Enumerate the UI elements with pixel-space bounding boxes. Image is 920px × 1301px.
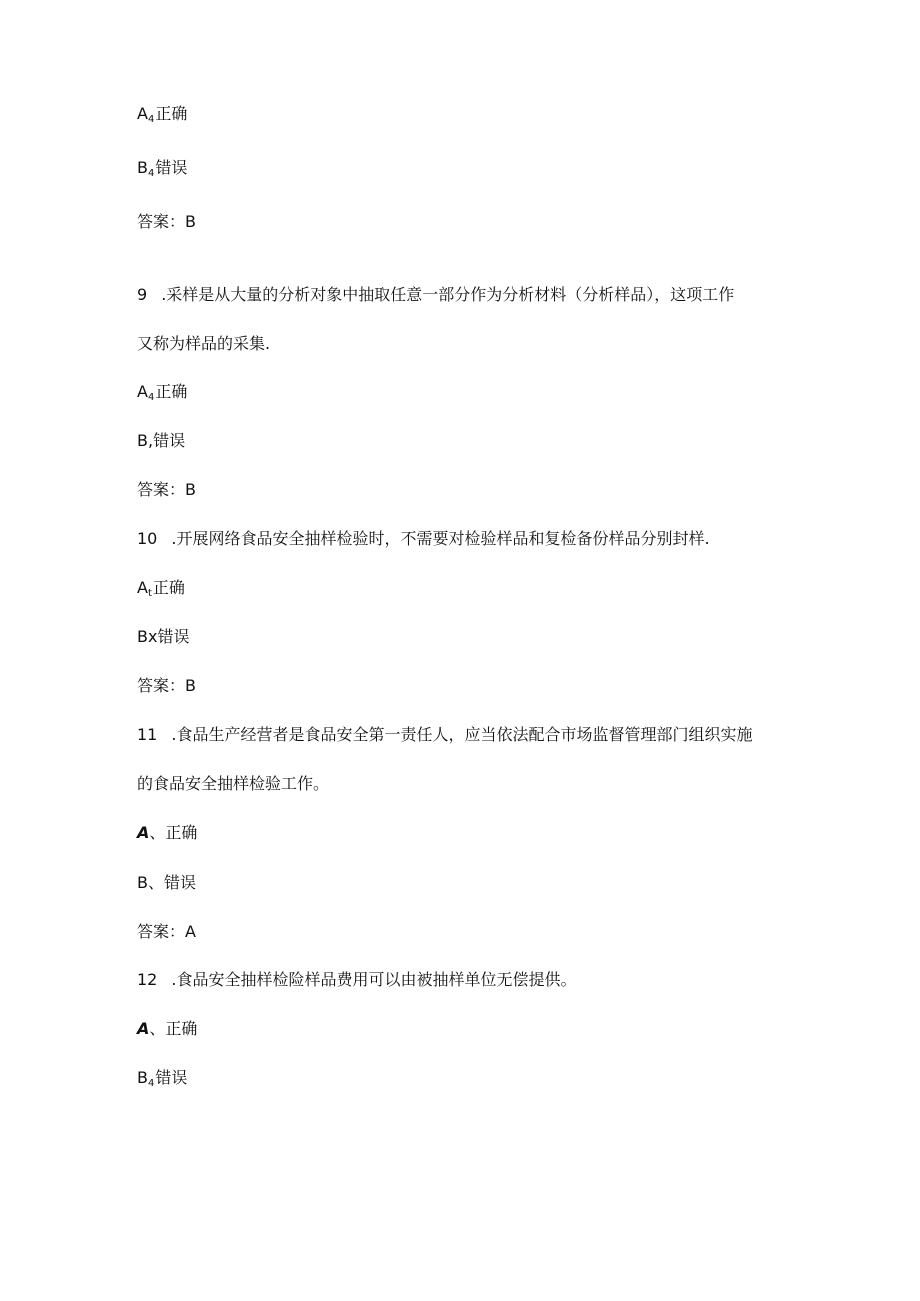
- question-number: 12: [137, 970, 158, 989]
- continuation-text: 又称为样品的采集.: [137, 334, 271, 353]
- option-letter: A: [137, 382, 148, 401]
- option-marker: x: [147, 627, 158, 646]
- option-letter: A: [137, 823, 150, 842]
- option-letter: A: [137, 104, 148, 123]
- option-text: 错误: [164, 873, 197, 892]
- option-b: [137, 627, 189, 647]
- option-marker: 4: [147, 168, 155, 179]
- option-text: 正确: [165, 823, 198, 842]
- option-letter: B: [137, 627, 148, 646]
- option-marker: 、: [149, 823, 166, 842]
- question-9: [137, 285, 734, 305]
- option-text: 正确: [152, 578, 185, 597]
- option-marker: 、: [149, 1019, 166, 1038]
- option-a: [137, 382, 187, 402]
- answer-line: [137, 212, 196, 232]
- question-continuation: [137, 774, 329, 794]
- question-text: .食品安全抽样检险样品费用可以由被抽样单位无偿提供。: [171, 970, 577, 989]
- question-11: [137, 725, 752, 745]
- question-number: 11: [137, 725, 158, 744]
- option-letter: B: [137, 158, 148, 177]
- answer-text: 答案：B: [137, 212, 196, 231]
- option-b: [137, 1068, 187, 1088]
- option-text: 正确: [155, 382, 188, 401]
- question-number: 10: [137, 529, 158, 548]
- option-b: [137, 873, 196, 893]
- option-marker: 4: [147, 392, 155, 403]
- option-a: [137, 578, 185, 598]
- option-marker: 4: [147, 1078, 155, 1089]
- option-marker: 、: [147, 873, 164, 892]
- question-continuation: [137, 334, 270, 354]
- option-b: [137, 158, 187, 178]
- option-text: 错误: [153, 431, 186, 450]
- question-10: [137, 529, 710, 549]
- option-text: 错误: [155, 158, 188, 177]
- question-text: .采样是从大量的分析对象中抽取任意一部分作为分析材料（分析样品），这项工作: [161, 285, 735, 304]
- option-text: 正确: [165, 1019, 198, 1038]
- continuation-text: 的食品安全抽样检验工作。: [137, 774, 330, 793]
- answer-text: 答案：A: [137, 922, 196, 941]
- option-letter: A: [137, 1019, 150, 1038]
- answer-text: 答案：B: [137, 676, 196, 695]
- option-text: 正确: [155, 104, 188, 123]
- answer-line: [137, 922, 196, 942]
- option-marker: ,: [147, 431, 154, 450]
- option-a: [137, 104, 187, 124]
- answer-line: [137, 676, 196, 696]
- option-marker: 4: [147, 114, 155, 125]
- option-a: [137, 823, 197, 843]
- option-a: [137, 1019, 197, 1039]
- question-text: .食品生产经营者是食品安全第一责任人，应当依法配合市场监督管理部门组织实施: [171, 725, 753, 744]
- option-marker: t: [147, 588, 152, 599]
- option-letter: B: [137, 431, 148, 450]
- option-letter: B: [137, 1068, 148, 1087]
- answer-line: [137, 480, 196, 500]
- question-text: .开展网络食品安全抽样检验时，不需要对检验样品和复检备份样品分别封样.: [171, 529, 710, 548]
- option-text: 错误: [157, 627, 190, 646]
- option-letter: B: [137, 873, 148, 892]
- option-b: [137, 431, 185, 451]
- option-text: 错误: [155, 1068, 188, 1087]
- question-12: [137, 970, 576, 990]
- option-letter: A: [137, 578, 148, 597]
- question-number: 9: [137, 285, 148, 304]
- answer-text: 答案：B: [137, 480, 196, 499]
